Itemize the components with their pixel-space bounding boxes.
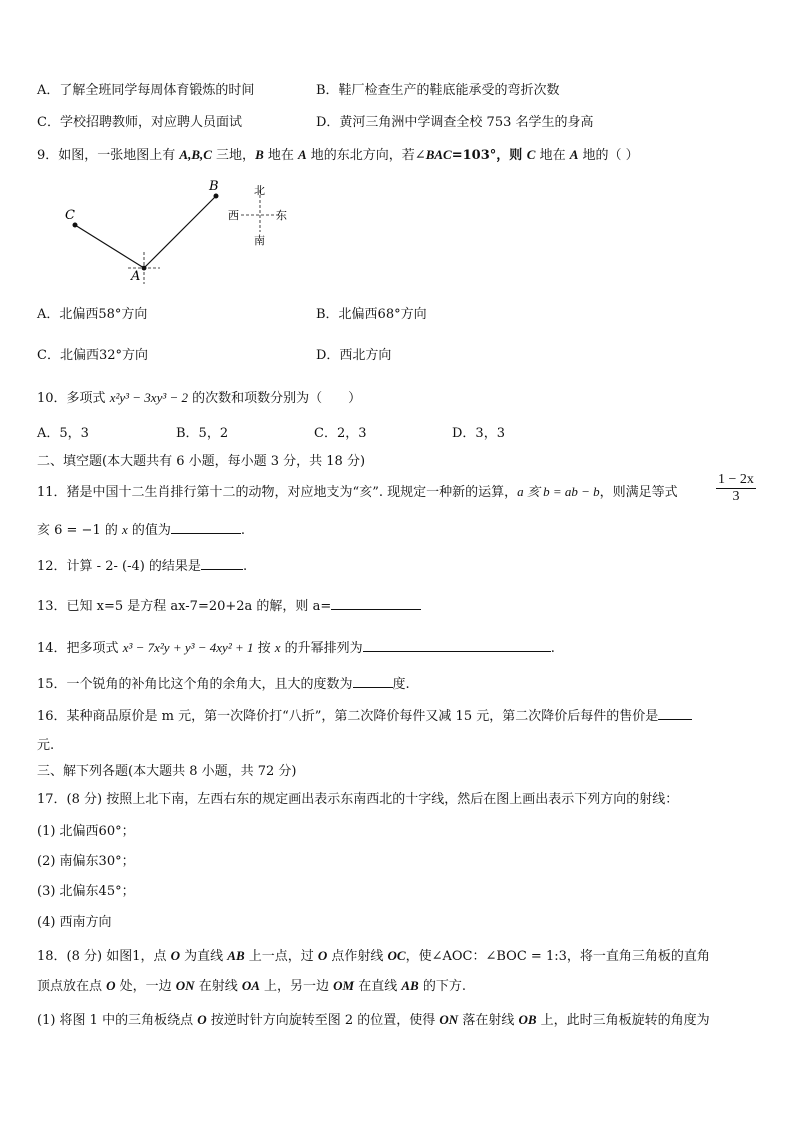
q13-answer-blank[interactable] [331,597,421,610]
q17-stem: 17．(8 分) 按照上北下南，左西右东的规定画出表示东南西北的十字线，然后在图上画出表示下列方向的射线： [37,792,679,807]
q17-item-3: (3) 北偏东45°； [37,884,135,899]
q8-option-b: B．鞋厂检查生产的鞋底能承受的弯折次数 [316,83,560,98]
q8-option-c: C．学校招聘教师，对应聘人员面试 [37,115,242,130]
q16-stem: 16．某种商品原价是 m 元，第一次降价打“八折”，第二次降价每件又减 15 元，第二次降价后每件的售价是 [37,707,692,726]
q9-figure [55,176,305,286]
q11-line2: 亥 6 = −1 的 x 的值为 . [37,522,246,538]
q15-stem: 15．一个锐角的补角比这个角的余角大，且大的度数为 度. [37,677,410,692]
label-c: C [65,208,75,223]
q8-option-d: D．黄河三角洲中学调查全校 753 名学生的身高 [316,115,594,130]
q9-stem: 9．如图，一张地图上有 A,B,C 三地，B 地在 A 地的东北方向，若∠BAC=103°，则 C 地在 A 地的（ ） [37,147,639,163]
q18-line1: 18．(8 分) 如图1，点 O 为直线 AB 上一点，过 O 点作射线 OC，使∠AOC：∠BOC = 1:3，将一直角三角板的直角 [37,948,710,964]
compass-east: 东 [276,209,287,222]
label-a: A [131,269,141,284]
compass-south: 南 [254,234,265,247]
q9-option-d: D．西北方向 [316,348,392,363]
point-b [214,194,219,199]
ray-ac [75,225,144,268]
q9-option-c: C．北偏西32°方向 [37,348,148,363]
q11-line1: 11．猪是中国十二生肖排行第十二的动物，对应地支为“亥”. 现规定一种新的运算，a 亥 b = ab − b，则满足等式 [37,484,678,500]
q13-stem: 13．已知 x=5 是方程 ax-7=20+2a 的解，则 a= [37,597,421,616]
section-2-heading: 二、填空题(本大题共有 6 小题，每小题 3 分，共 18 分) [37,454,366,469]
q14-stem: 14．把多项式 x³ − 7x²y + y³ − 4xy² + 1 按 x 的升幂排列为 . [37,640,555,656]
q15-answer-blank[interactable] [353,675,393,688]
q10-option-a: A．5，3 [37,426,89,441]
compass-west: 西 [228,209,239,222]
q17-item-1: (1) 北偏西60°； [37,824,135,839]
q10-stem: 10．多项式 x²y³ − 3xy³ − 2 的次数和项数分别为（ ） [37,390,362,406]
q14-answer-blank[interactable] [363,639,551,652]
ray-ab [144,196,216,268]
q12-stem: 12．计算 - 2- (-4) 的结果是 . [37,559,248,574]
q16-unit: 元. [37,738,55,753]
q11-answer-blank[interactable] [171,521,241,534]
q9-option-b: B．北偏西68°方向 [316,307,427,322]
q18-line3: (1) 将图 1 中的三角板绕点 O 按逆时针方向旋转至图 2 的位置，使得 ON 落在射线 OB 上，此时三角板旋转的角度为 [37,1012,710,1028]
q17-item-4: (4) 西南方向 [37,915,112,930]
q18-line2: 顶点放在点 O 处，一边 ON 在射线 OA 上，另一边 OM 在直线 AB 的下方. [37,978,466,994]
q9-option-a: A．北偏西58°方向 [37,307,148,322]
point-c [73,223,78,228]
section-3-heading: 三、解下列各题(本大题共 8 小题，共 72 分) [37,764,297,779]
q16-answer-blank[interactable] [658,707,692,720]
q10-option-b: B．5，2 [176,426,229,441]
compass-north: 北 [254,184,265,197]
q11-fraction: $\frac{1 - 2x}{3}$ [718,472,754,504]
q8-option-a: A．了解全班同学每周体育锻炼的时间 [37,83,255,98]
label-b: B [209,179,219,194]
q10-option-d: D．3，3 [452,426,505,441]
q17-item-2: (2) 南偏东30°； [37,854,135,869]
q12-answer-blank[interactable] [201,557,243,570]
q10-option-c: C．2，3 [314,426,367,441]
